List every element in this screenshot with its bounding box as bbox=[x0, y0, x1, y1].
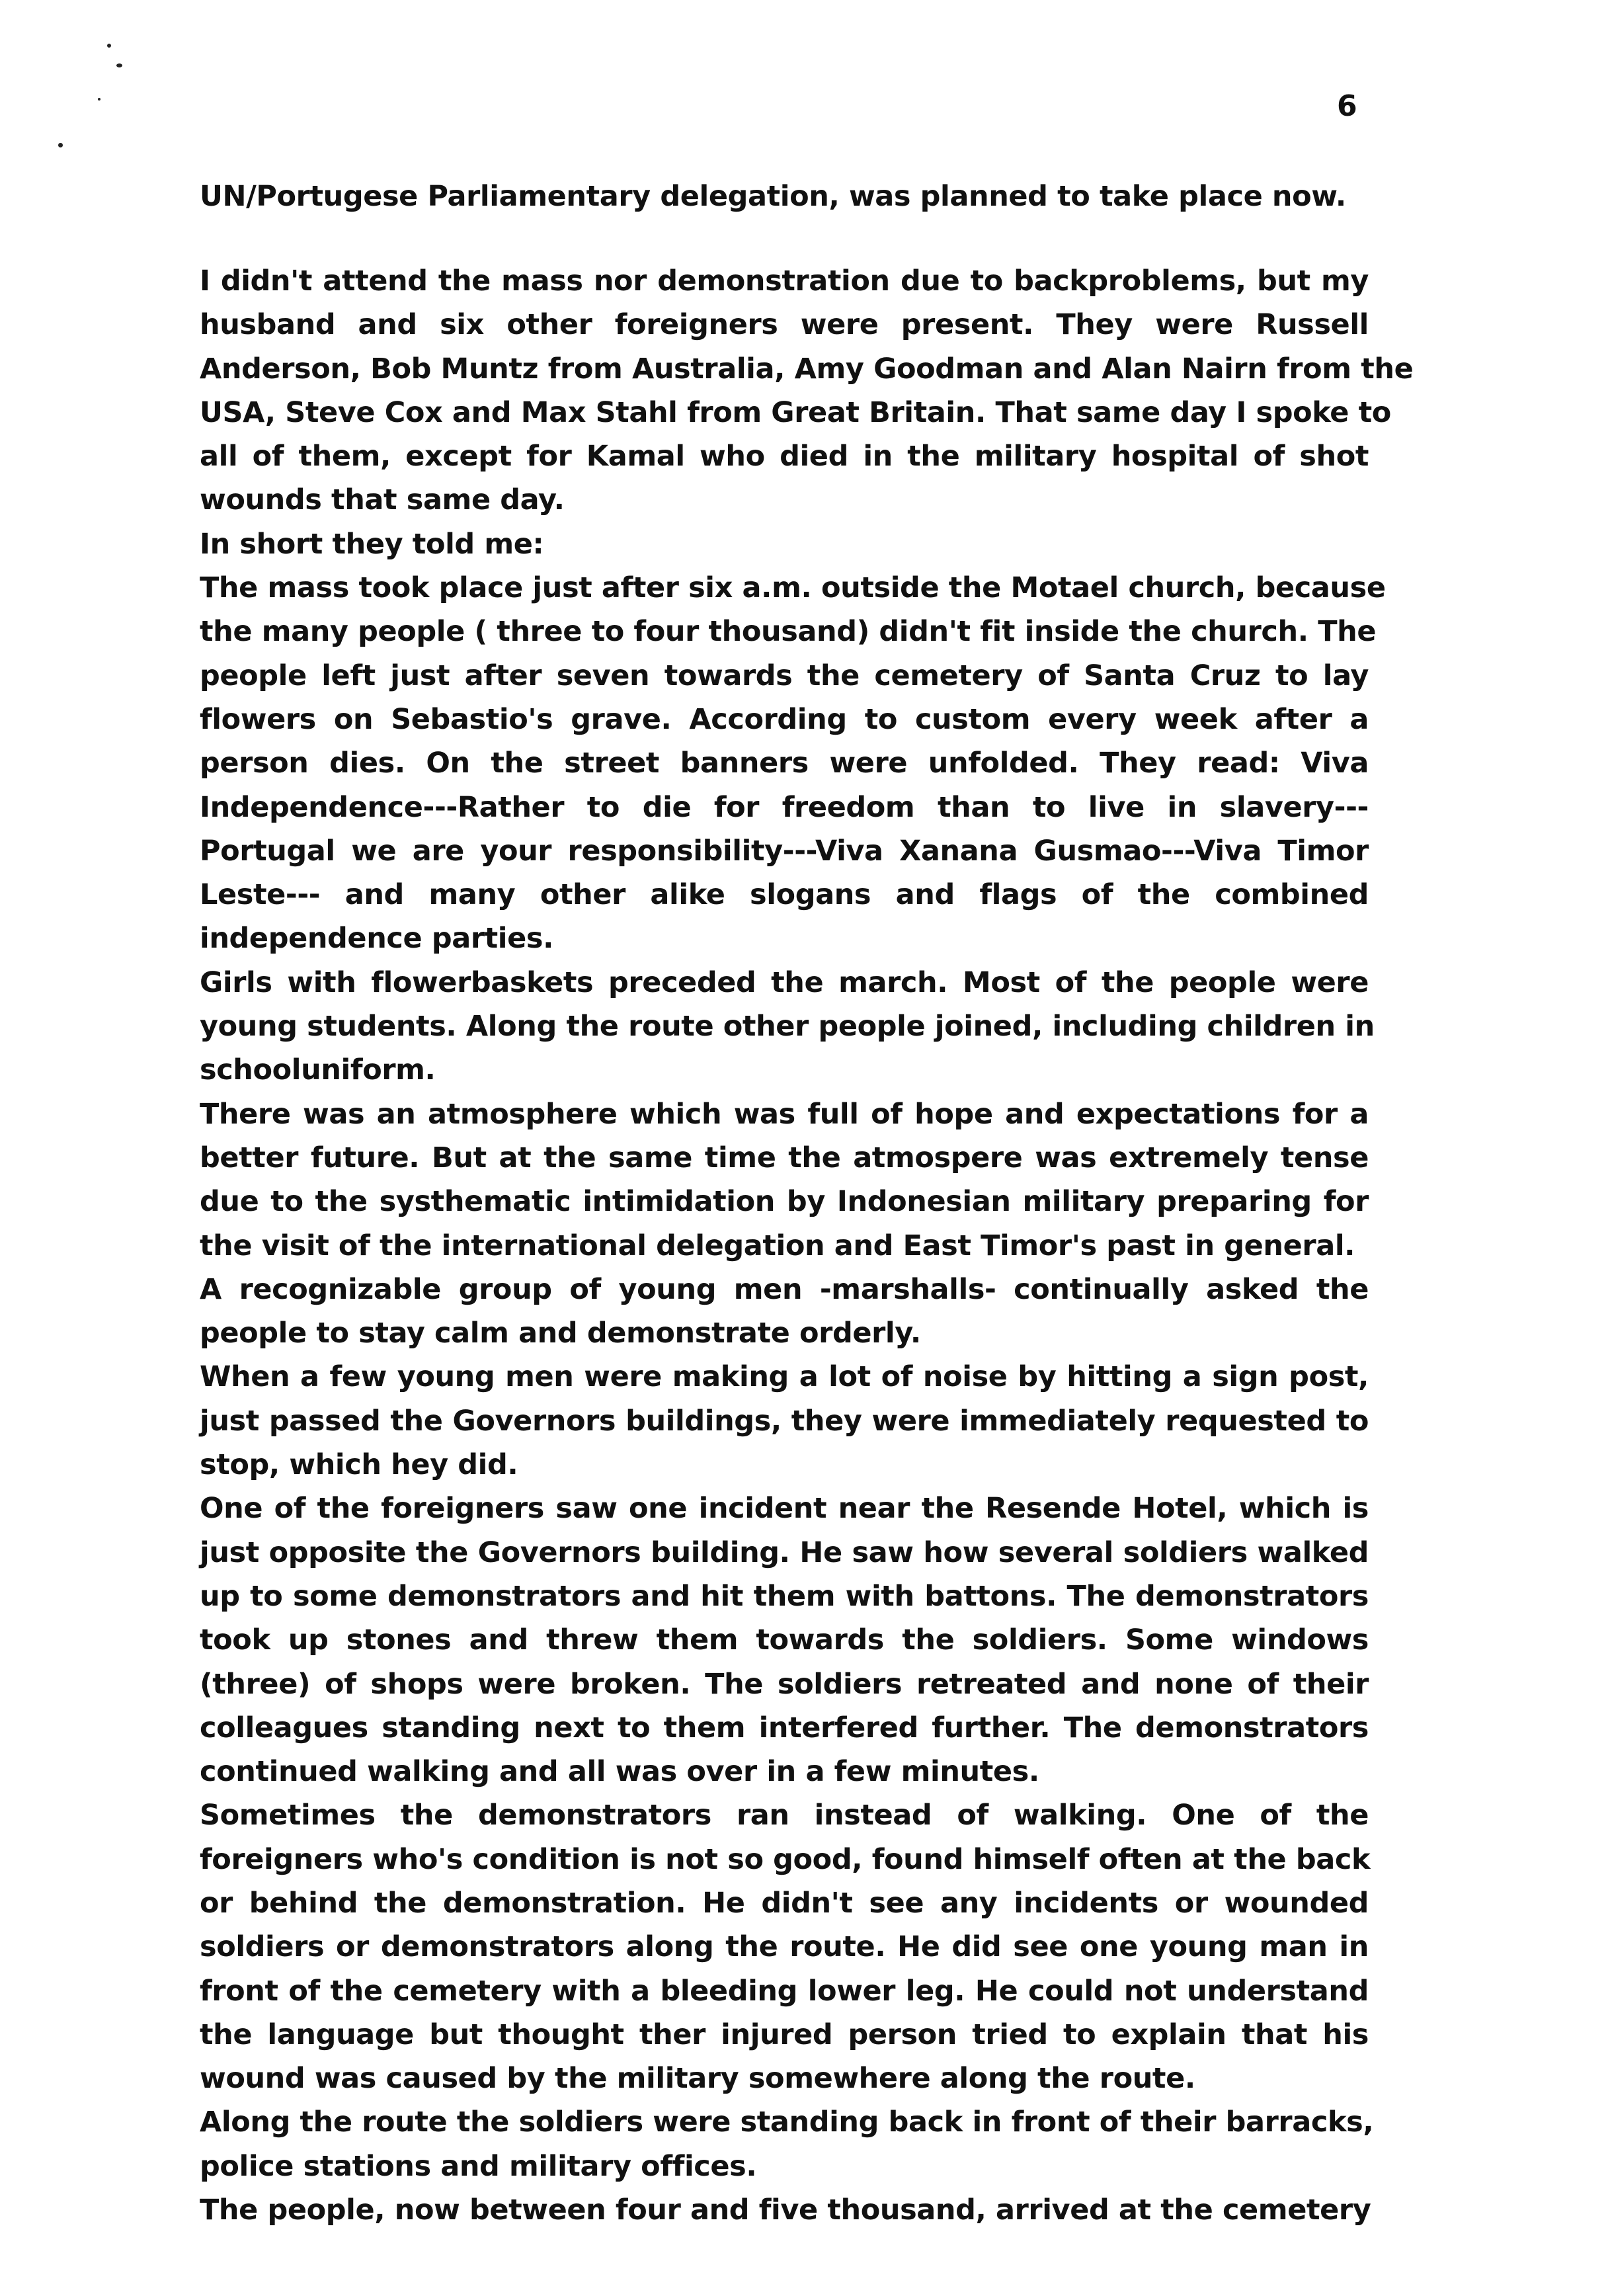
text-line: the visit of the international delegation and East Timor's past in general. bbox=[200, 1229, 1355, 1262]
text-line: USA, Steve Cox and Max Stahl from Great Britain. That same day I spoke to bbox=[200, 395, 1391, 429]
text-line: When a few young men were making a lot of noise by hitting a sign post, bbox=[200, 1360, 1369, 1394]
text-line: There was an atmosphere which was full of hope and expectations for a bbox=[200, 1097, 1369, 1131]
scan-speck bbox=[58, 143, 63, 147]
text-line: just passed the Governors buildings, they were immediately requested to bbox=[200, 1404, 1369, 1438]
text-line: Independence---Rather to die for freedom than to live in slavery--- bbox=[200, 790, 1369, 824]
text-line: Leste--- and many other alike slogans and flags of the combined bbox=[200, 878, 1369, 912]
text-line: foreigners who's condition is not so good, found himself often at the back bbox=[200, 1842, 1371, 1876]
text-line: police stations and military offices. bbox=[200, 2149, 757, 2183]
opening-line bbox=[200, 175, 1369, 218]
text-line: continued walking and all was over in a few minutes. bbox=[200, 1755, 1039, 1789]
text-line: One of the foreigners saw one incident near the Resende Hotel, which is bbox=[200, 1492, 1369, 1526]
text-line: The people, now between four and five thousand, arrived at the cemetery bbox=[200, 2194, 1371, 2227]
text-line: all of them, except for Kamal who died in the military hospital of shot bbox=[200, 440, 1369, 473]
page-number: 6 bbox=[1337, 89, 1357, 123]
text-line: due to the systhematic intimidation by Indonesian military preparing for bbox=[200, 1185, 1369, 1219]
text-line: husband and six other foreigners were present. They were Russell bbox=[200, 308, 1369, 342]
text-line: wounds that same day. bbox=[200, 483, 565, 517]
text-line: Sometimes the demonstrators ran instead of walking. One of the bbox=[200, 1799, 1369, 1832]
scan-speck bbox=[107, 44, 111, 48]
text-line: UN/Portugese Parliamentary delegation, was planned to take place now. bbox=[200, 180, 1346, 213]
scan-speck bbox=[116, 63, 122, 67]
text-line: just opposite the Governors building. He saw how several soldiers walked bbox=[200, 1536, 1369, 1569]
text-line: took up stones and threw them towards the soldiers. Some windows bbox=[200, 1623, 1369, 1657]
text-line: person dies. On the street banners were unfolded. They read: Viva bbox=[200, 747, 1369, 780]
text-line: flowers on Sebastio's grave. According to custom every week after a bbox=[200, 702, 1369, 736]
text-line: Portugal we are your responsibility---Viva Xanana Gusmao---Viva Timor bbox=[200, 834, 1369, 868]
text-line: people to stay calm and demonstrate orderly. bbox=[200, 1317, 921, 1350]
text-line: people left just after seven towards the cemetery of Santa Cruz to lay bbox=[200, 659, 1369, 692]
text-line: front of the cemetery with a bleeding lower leg. He could not understand bbox=[200, 1974, 1369, 2008]
text-line: soldiers or demonstrators along the route. He did see one young man in bbox=[200, 1930, 1369, 1964]
text-line: wound was caused by the military somewhere along the route. bbox=[200, 2062, 1195, 2096]
text-line: or behind the demonstration. He didn't see any incidents or wounded bbox=[200, 1886, 1369, 1920]
text-line: (three) of shops were broken. The soldiers retreated and none of their bbox=[200, 1667, 1369, 1701]
text-line: better future. But at the same time the atmospere was extremely tense bbox=[200, 1141, 1369, 1174]
text-line: The mass took place just after six a.m. outside the Motael church, because bbox=[200, 571, 1386, 605]
text-line: stop, which hey did. bbox=[200, 1448, 518, 1482]
text-line: Anderson, Bob Muntz from Australia, Amy Goodman and Alan Nairn from the bbox=[200, 352, 1414, 386]
text-line: A recognizable group of young men -marshalls- continually asked the bbox=[200, 1272, 1369, 1306]
text-line: Along the route the soldiers were standing back in front of their barracks, bbox=[200, 2106, 1374, 2139]
text-line: Girls with flowerbaskets preceded the march. Most of the people were bbox=[200, 965, 1369, 999]
text-line: the language but thought ther injured person tried to explain that his bbox=[200, 2018, 1369, 2051]
text-line: young students. Along the route other people joined, including children in bbox=[200, 1010, 1375, 1044]
text-line: In short they told me: bbox=[200, 527, 544, 561]
text-line: independence parties. bbox=[200, 922, 554, 956]
text-line: the many people ( three to four thousand) didn't fit inside the church. The bbox=[200, 615, 1377, 649]
scan-speck bbox=[98, 98, 100, 101]
body-text bbox=[200, 259, 1414, 2232]
text-line: schooluniform. bbox=[200, 1053, 436, 1087]
text-line: colleagues standing next to them interfered further. The demonstrators bbox=[200, 1711, 1369, 1744]
text-line: I didn't attend the mass nor demonstration due to backproblems, but my bbox=[200, 265, 1369, 298]
text-line: up to some demonstrators and hit them with battons. The demonstrators bbox=[200, 1579, 1369, 1613]
